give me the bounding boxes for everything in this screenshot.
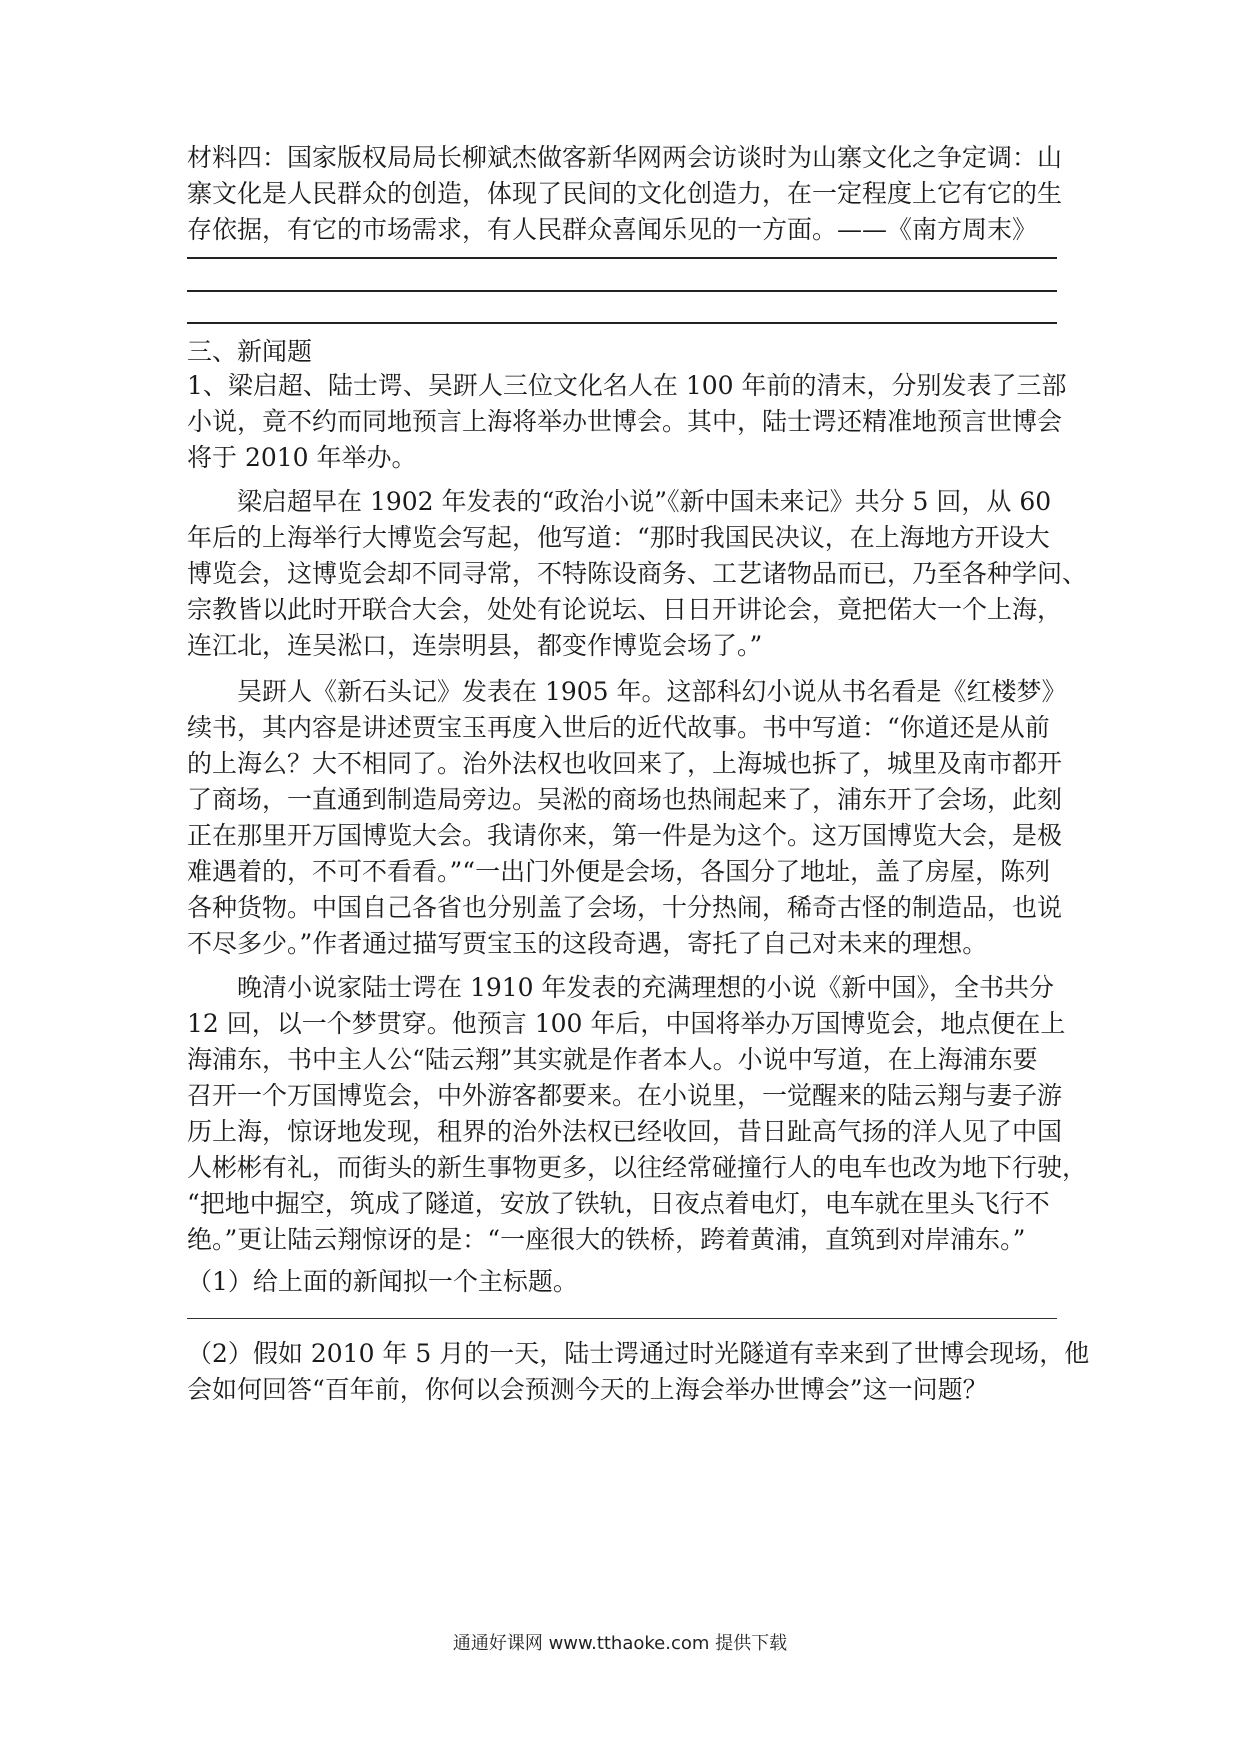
material-four-paragraph — [187, 140, 1063, 248]
section-heading-text: 三、新闻题 — [187, 337, 313, 366]
text-line: 晚清小说家陆士谔在 1910 年发表的充满理想的小说《新中国》，全书共分 — [237, 973, 1055, 1002]
text-line: 年后的上海举行大博览会写起，他写道：“那时我国民决议，在上海地方开设大 — [187, 523, 1050, 552]
text-line: 不尽多少。”作者通过描写贾宝玉的这段奇遇，寄托了自己对未来的理想。 — [187, 929, 988, 958]
text-line: 寨文化是人民群众的创造，体现了民间的文化创造力，在一定程度上它有它的生 — [187, 179, 1063, 208]
text-line: 会如何回答“百年前，你何以会预测今天的上海会举办世博会”这一问题？ — [187, 1375, 988, 1404]
text-line: 宗教皆以此时开联合大会，处处有论说坛、日日开讲论会，竟把偌大一个上海， — [187, 595, 1063, 624]
sub-question-two — [187, 1336, 1090, 1408]
text-line: 材料四：国家版权局局长柳斌杰做客新华网两会访谈时为山寨文化之争定调：山 — [187, 143, 1063, 172]
text-line: 小说，竟不约而同地预言上海将举办世博会。其中，陆士谔还精准地预言世博会 — [187, 407, 1063, 436]
text-line: 历上海，惊讶地发现，租界的治外法权已经收回，昔日趾高气扬的洋人见了中国 — [187, 1117, 1063, 1146]
paragraph-lu-shie — [187, 970, 1088, 1258]
text-line: 续书，其内容是讲述贾宝玉再度入世后的近代故事。书中写道：“你道还是从前 — [187, 713, 1050, 742]
text-line: 存依据，有它的市场需求，有人民群众喜闻乐见的一方面。——《南方周末》 — [187, 215, 1038, 244]
answer-line[interactable] — [187, 1318, 1057, 1319]
page-footer: 通通好课网 www.tthaoke.com 提供下载 — [452, 1633, 788, 1654]
paragraph-liang-qichao — [187, 484, 1088, 664]
text-line: 人彬彬有礼，而街头的新生事物更多，以往经常碰撞行人的电车也改为地下行驶， — [187, 1153, 1088, 1182]
sub-question-one-text: （1）给上面的新闻拟一个主标题。 — [187, 1267, 578, 1296]
text-line: 连江北，连吴淞口，连崇明县，都变作博览会场了。” — [187, 631, 763, 660]
text-line: 梁启超早在 1902 年发表的“政治小说”《新中国未来记》共分 5 回，从 60 — [237, 487, 1052, 516]
text-line: 吴趼人《新石头记》发表在 1905 年。这部科幻小说从书名看是《红楼梦》 — [237, 677, 1067, 706]
question-one-intro — [187, 368, 1067, 476]
text-line: 难遇着的，不可不看看。”“一出门外便是会场，各国分了地址，盖了房屋，陈列 — [187, 857, 1051, 886]
text-line: 的上海么？大不相同了。治外法权也收回来了，上海城也拆了，城里及南市都开 — [187, 749, 1063, 778]
text-line: 各种货物。中国自己各省也分别盖了会场，十分热闹，稀奇古怪的制造品，也说 — [187, 893, 1063, 922]
answer-line[interactable] — [187, 290, 1057, 292]
text-line: “把地中掘空，筑成了隧道，安放了铁轨，日夜点着电灯，电车就在里头飞行不 — [187, 1189, 1050, 1218]
text-line: 1、梁启超、陆士谔、吴趼人三位文化名人在 100 年前的清末，分别发表了三部 — [187, 371, 1067, 400]
answer-line[interactable] — [187, 257, 1057, 259]
text-line: 召开一个万国博览会，中外游客都要来。在小说里，一觉醒来的陆云翔与妻子游 — [187, 1081, 1063, 1110]
text-line: 绝。”更让陆云翔惊讶的是：“一座很大的铁桥，跨着黄浦，直筑到对岸浦东。” — [187, 1225, 1026, 1254]
text-line: 了商场，一直通到制造局旁边。吴淞的商场也热闹起来了，浦东开了会场，此刻 — [187, 785, 1063, 814]
text-line: 12 回，以一个梦贯穿。他预言 100 年后，中国将举办万国博览会，地点便在上 — [187, 1009, 1066, 1038]
text-line: 博览会，这博览会却不同寻常，不特陈设商务、工艺诸物品而已，乃至各种学问、 — [187, 559, 1088, 588]
section-heading — [187, 334, 1057, 370]
paragraph-wu-jianren — [187, 674, 1067, 962]
sub-question-one — [187, 1264, 1057, 1300]
text-line: 海浦东，书中主人公“陆云翔”其实就是作者本人。小说中写道，在上海浦东要 — [187, 1045, 1038, 1074]
text-line: 将于 2010 年举办。 — [187, 443, 417, 472]
text-line: （2）假如 2010 年 5 月的一天，陆士谔通过时光隧道有幸来到了世博会现场，他 — [187, 1339, 1090, 1368]
answer-line[interactable] — [187, 322, 1057, 324]
text-line: 正在那里开万国博览大会。我请你来，第一件是为这个。这万国博览大会，是极 — [187, 821, 1063, 850]
